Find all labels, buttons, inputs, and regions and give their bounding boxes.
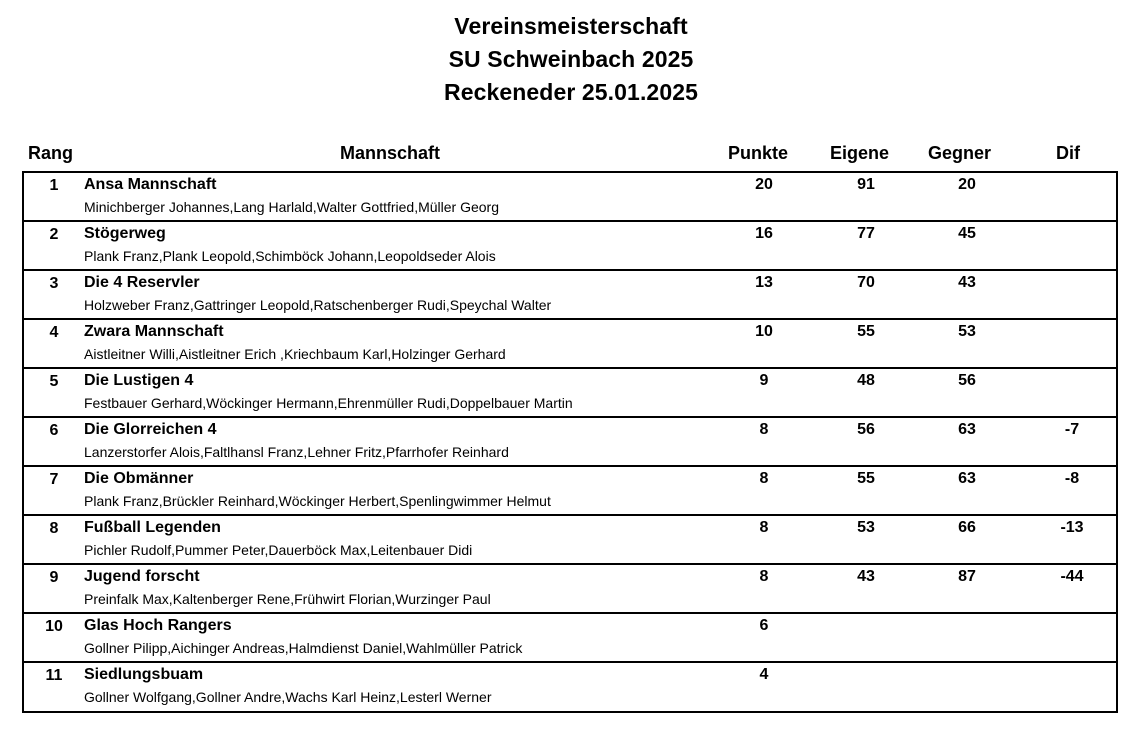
column-header-eigene: Eigene [830, 143, 890, 163]
rank-cell: 9 [49, 569, 59, 586]
rank-cell: 8 [49, 520, 59, 537]
team-name: Fußball Legenden [84, 519, 221, 536]
team-name: Siedlungsbuam [84, 666, 204, 683]
rank-cell: 2 [49, 226, 59, 243]
rank-cell: 10 [45, 618, 63, 635]
points-cell: 8 [759, 421, 769, 438]
team-players: Festbauer Gerhard,Wöckinger Hermann,Ehrenmüller Rudi,Doppelbauer Martin [84, 395, 573, 411]
table-row [24, 271, 1116, 320]
difference-cell: -7 [1064, 421, 1080, 438]
team-players: Gollner Pilipp,Aichinger Andreas,Halmdienst Daniel,Wahlmüller Patrick [84, 640, 523, 656]
difference-cell: -44 [1060, 568, 1084, 585]
standings-table [22, 171, 1118, 713]
points-cell: 10 [755, 323, 773, 340]
table-row [24, 467, 1116, 516]
column-header-gegner: Gegner [928, 143, 992, 163]
table-row [24, 663, 1116, 712]
opponent-score-cell: 66 [958, 519, 976, 536]
column-header-dif: Dif [1056, 143, 1080, 163]
rank-cell: 4 [49, 324, 59, 341]
team-players: Aistleitner Willi,Aistleitner Erich ,Kriechbaum Karl,Holzinger Gerhard [84, 346, 506, 362]
team-players: Preinfalk Max,Kaltenberger Rene,Frühwirt Florian,Wurzinger Paul [84, 591, 491, 607]
rank-cell: 1 [49, 177, 59, 194]
points-cell: 8 [759, 519, 769, 536]
team-name: Zwara Mannschaft [84, 323, 224, 340]
team-players: Gollner Wolfgang,Gollner Andre,Wachs Karl Heinz,Lesterl Werner [84, 689, 492, 705]
team-name: Glas Hoch Rangers [84, 617, 232, 634]
team-name: Die 4 Reservler [84, 274, 200, 291]
opponent-score-cell: 56 [958, 372, 976, 389]
column-header-mannschaft: Mannschaft [340, 143, 441, 163]
table-row [24, 516, 1116, 565]
opponent-score-cell: 43 [958, 274, 976, 291]
points-cell: 8 [759, 568, 769, 585]
title-line-1: Vereinsmeisterschaft [454, 13, 688, 39]
difference-cell: -8 [1064, 470, 1080, 487]
rank-cell: 5 [49, 373, 59, 390]
opponent-score-cell: 87 [958, 568, 976, 585]
title-line-3: Reckeneder 25.01.2025 [443, 79, 698, 105]
own-score-cell: 43 [857, 568, 875, 585]
table-row [24, 222, 1116, 271]
table-row [24, 173, 1116, 222]
own-score-cell: 70 [857, 274, 875, 291]
own-score-cell: 48 [857, 372, 875, 389]
opponent-score-cell: 63 [958, 421, 976, 438]
team-name: Jugend forscht [84, 568, 200, 585]
points-cell: 20 [755, 176, 773, 193]
column-header-punkte: Punkte [728, 143, 789, 163]
team-players: Lanzerstorfer Alois,Faltlhansl Franz,Lehner Fritz,Pfarrhofer Reinhard [84, 444, 509, 460]
team-players: Plank Franz,Brückler Reinhard,Wöckinger Herbert,Spenlingwimmer Helmut [84, 493, 551, 509]
opponent-score-cell: 63 [958, 470, 976, 487]
own-score-cell: 55 [857, 323, 875, 340]
points-cell: 9 [759, 372, 769, 389]
points-cell: 16 [755, 225, 773, 242]
table-row [24, 565, 1116, 614]
column-header-rang: Rang [28, 143, 73, 163]
team-players: Minichberger Johannes,Lang Harlald,Walter Gottfried,Müller Georg [84, 199, 500, 215]
opponent-score-cell: 53 [958, 323, 976, 340]
title-line-2: SU Schweinbach 2025 [448, 46, 694, 72]
table-row [24, 418, 1116, 467]
rank-cell: 3 [49, 275, 59, 292]
difference-cell: -13 [1060, 519, 1084, 536]
team-players: Pichler Rudolf,Pummer Peter,Dauerböck Max,Leitenbauer Didi [84, 542, 473, 558]
own-score-cell: 53 [857, 519, 875, 536]
team-name: Stögerweg [84, 225, 166, 242]
document-title [0, 10, 1142, 109]
own-score-cell: 55 [857, 470, 875, 487]
team-name: Die Glorreichen 4 [84, 421, 217, 438]
points-cell: 6 [759, 617, 769, 634]
points-cell: 13 [755, 274, 773, 291]
points-cell: 4 [759, 666, 769, 683]
team-players: Holzweber Franz,Gattringer Leopold,Ratschenberger Rudi,Speychal Walter [84, 297, 552, 313]
team-name: Die Lustigen 4 [84, 372, 194, 389]
opponent-score-cell: 45 [958, 225, 976, 242]
own-score-cell: 77 [857, 225, 875, 242]
team-name: Ansa Mannschaft [84, 176, 217, 193]
rank-cell: 6 [49, 422, 59, 439]
opponent-score-cell: 20 [958, 176, 976, 193]
rank-cell: 7 [49, 471, 59, 488]
team-name: Die Obmänner [84, 470, 194, 487]
team-players: Plank Franz,Plank Leopold,Schimböck Johann,Leopoldseder Alois [84, 248, 496, 264]
table-row [24, 320, 1116, 369]
own-score-cell: 56 [857, 421, 875, 438]
own-score-cell: 91 [857, 176, 875, 193]
table-row [24, 614, 1116, 663]
points-cell: 8 [759, 470, 769, 487]
rank-cell: 11 [45, 667, 63, 684]
table-row [24, 369, 1116, 418]
